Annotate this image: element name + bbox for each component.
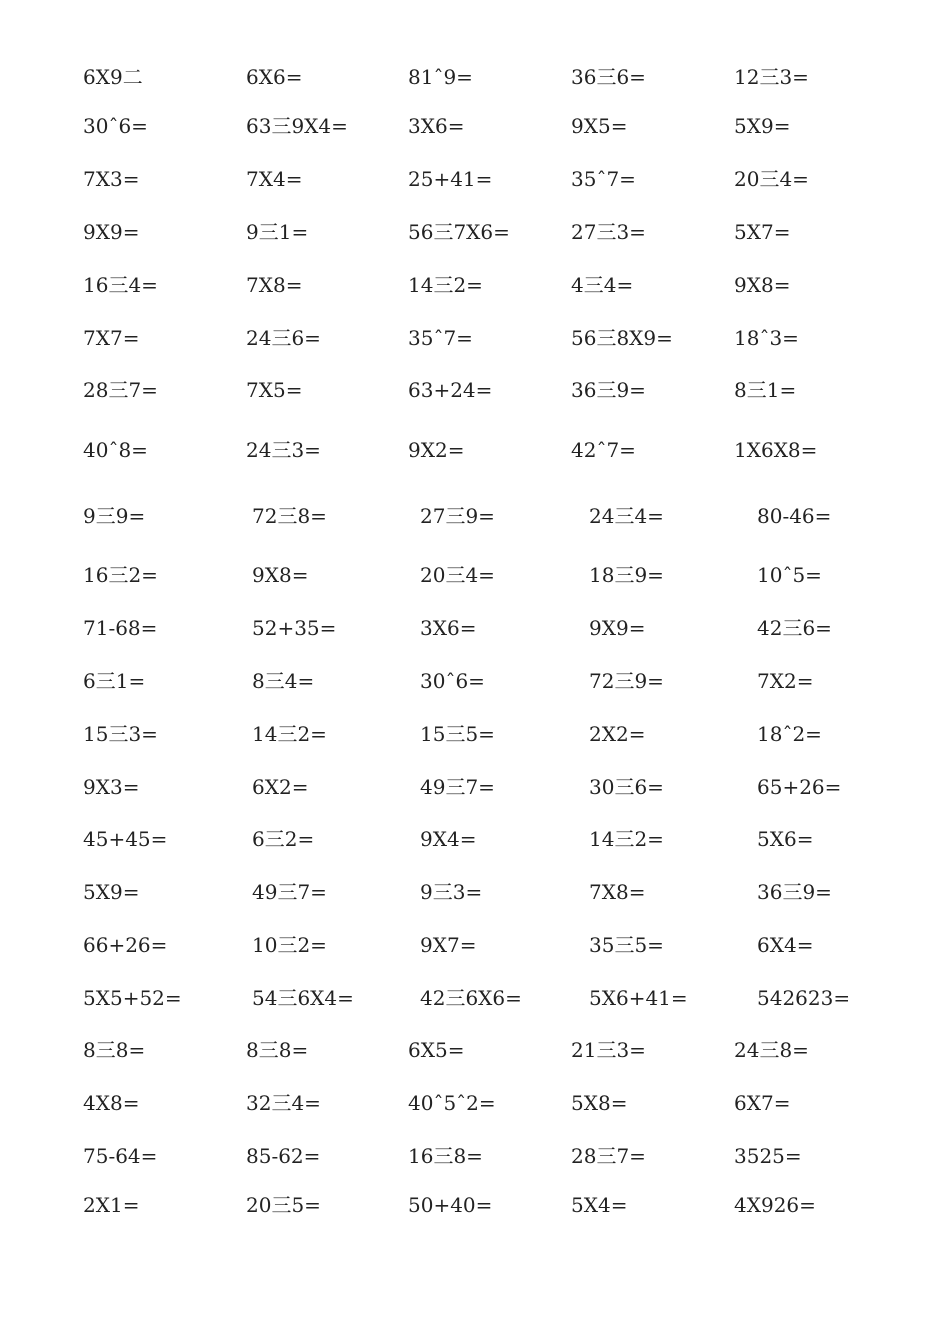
math-problem: 9三3= [420, 880, 483, 904]
math-problem: 25+41= [408, 167, 493, 191]
math-problem: 6X6= [246, 65, 303, 89]
math-problem: 16三8= [408, 1144, 483, 1168]
math-problem: 10ˆ5= [757, 563, 822, 587]
problem-row [0, 1190, 950, 1220]
problem-row [0, 164, 950, 194]
math-problem: 6X5= [408, 1038, 465, 1062]
math-problem: 50+40= [408, 1193, 493, 1217]
math-problem: 45+45= [83, 827, 168, 851]
math-problem: 36三9= [757, 880, 832, 904]
math-problem: 3525= [734, 1144, 802, 1168]
math-problem: 42三6= [757, 616, 832, 640]
math-problem: 30三6= [589, 775, 664, 799]
math-problem: 3X6= [420, 616, 477, 640]
math-problem: 20三4= [734, 167, 809, 191]
math-problem: 9X9= [589, 616, 646, 640]
problem-row [0, 62, 950, 92]
math-problem: 7X4= [246, 167, 303, 191]
math-problem: 7X3= [83, 167, 140, 191]
math-problem: 40ˆ8= [83, 438, 148, 462]
math-problem: 16三4= [83, 273, 158, 297]
math-problem: 14三2= [252, 722, 327, 746]
problem-row [0, 323, 950, 353]
math-problem: 52+35= [252, 616, 337, 640]
math-problem: 56三7X6= [408, 220, 510, 244]
math-problem: 72三9= [589, 669, 664, 693]
math-problem: 36三6= [571, 65, 646, 89]
math-problem: 75-64= [83, 1144, 158, 1168]
math-problem: 14三2= [589, 827, 664, 851]
math-problem: 4三4= [571, 273, 634, 297]
math-problem: 5X6= [757, 827, 814, 851]
math-problem: 8三8= [83, 1038, 146, 1062]
math-problem: 4X926= [734, 1193, 816, 1217]
math-problem: 9X5= [571, 114, 628, 138]
problem-row [0, 501, 950, 531]
math-problem: 6X9二 [83, 65, 143, 89]
math-problem: 7X2= [757, 669, 814, 693]
math-problem: 24三8= [734, 1038, 809, 1062]
math-problem: 18三9= [589, 563, 664, 587]
math-problem: 28三7= [83, 378, 158, 402]
problem-row [0, 270, 950, 300]
math-problem: 20三5= [246, 1193, 321, 1217]
math-problem: 5X9= [83, 880, 140, 904]
math-problem: 9X8= [252, 563, 309, 587]
math-problem: 6X2= [252, 775, 309, 799]
math-problem: 7X8= [589, 880, 646, 904]
math-problem: 28三7= [571, 1144, 646, 1168]
math-problem: 542623= [757, 986, 851, 1010]
math-problem: 7X7= [83, 326, 140, 350]
math-problem: 71-68= [83, 616, 158, 640]
math-problem: 9X8= [734, 273, 791, 297]
math-problem: 36三9= [571, 378, 646, 402]
problem-row [0, 375, 950, 405]
math-problem: 8三8= [246, 1038, 309, 1062]
math-problem: 27三9= [420, 504, 495, 528]
math-problem: 18ˆ2= [757, 722, 822, 746]
math-problem: 35三5= [589, 933, 664, 957]
math-problem: 56三8X9= [571, 326, 673, 350]
math-problem: 16三2= [83, 563, 158, 587]
math-problem: 6三2= [252, 827, 315, 851]
math-problem: 65+26= [757, 775, 842, 799]
math-problem: 81ˆ9= [408, 65, 473, 89]
math-problem: 5X8= [571, 1091, 628, 1115]
math-problem: 49三7= [420, 775, 495, 799]
math-problem: 32三4= [246, 1091, 321, 1115]
math-problem: 5X5+52= [83, 986, 182, 1010]
math-problem: 9X2= [408, 438, 465, 462]
problem-row [0, 930, 950, 960]
math-problem: 30ˆ6= [83, 114, 148, 138]
math-problem: 9X9= [83, 220, 140, 244]
math-problem: 5X6+41= [589, 986, 688, 1010]
problem-row [0, 1035, 950, 1065]
math-problem: 15三3= [83, 722, 158, 746]
math-problem: 24三4= [589, 504, 664, 528]
math-problem: 49三7= [252, 880, 327, 904]
problem-row [0, 1141, 950, 1171]
math-problem: 6X7= [734, 1091, 791, 1115]
math-problem: 35ˆ7= [571, 167, 636, 191]
math-problem: 40ˆ5ˆ2= [408, 1091, 496, 1115]
math-problem: 15三5= [420, 722, 495, 746]
math-problem: 1X6X8= [734, 438, 818, 462]
math-problem: 35ˆ7= [408, 326, 473, 350]
math-problem: 63三9X4= [246, 114, 348, 138]
math-problem: 9三1= [246, 220, 309, 244]
math-problem: 21三3= [571, 1038, 646, 1062]
math-problem: 27三3= [571, 220, 646, 244]
math-problem: 8三4= [252, 669, 315, 693]
problem-row [0, 613, 950, 643]
problem-row [0, 666, 950, 696]
math-problem: 9三9= [83, 504, 146, 528]
math-problem: 5X9= [734, 114, 791, 138]
math-problem: 5X7= [734, 220, 791, 244]
problem-row [0, 435, 950, 465]
math-problem: 9X7= [420, 933, 477, 957]
math-problem: 6X4= [757, 933, 814, 957]
math-problem: 2X1= [83, 1193, 140, 1217]
math-problem: 63+24= [408, 378, 493, 402]
math-problem: 14三2= [408, 273, 483, 297]
math-problem: 7X8= [246, 273, 303, 297]
math-problem: 10三2= [252, 933, 327, 957]
math-problem: 85-62= [246, 1144, 321, 1168]
problem-row [0, 217, 950, 247]
math-problem: 3X6= [408, 114, 465, 138]
math-problem: 7X5= [246, 378, 303, 402]
math-problem: 66+26= [83, 933, 168, 957]
problem-row [0, 877, 950, 907]
math-problem: 24三6= [246, 326, 321, 350]
problem-row [0, 1088, 950, 1118]
math-problem: 30ˆ6= [420, 669, 485, 693]
math-problem: 9X4= [420, 827, 477, 851]
math-problem: 42ˆ7= [571, 438, 636, 462]
math-problem: 2X2= [589, 722, 646, 746]
math-problem: 8三1= [734, 378, 797, 402]
math-problem: 54三6X4= [252, 986, 354, 1010]
math-problem: 24三3= [246, 438, 321, 462]
problem-row [0, 983, 950, 1013]
problem-row [0, 772, 950, 802]
math-problem: 4X8= [83, 1091, 140, 1115]
math-problem: 5X4= [571, 1193, 628, 1217]
problem-row [0, 719, 950, 749]
math-problem: 6三1= [83, 669, 146, 693]
math-problem: 18ˆ3= [734, 326, 799, 350]
problem-row [0, 824, 950, 854]
problem-row [0, 111, 950, 141]
math-problem: 72三8= [252, 504, 327, 528]
math-problem: 80-46= [757, 504, 832, 528]
math-problem: 20三4= [420, 563, 495, 587]
problem-row [0, 560, 950, 590]
math-problem: 9X3= [83, 775, 140, 799]
math-problem: 12三3= [734, 65, 809, 89]
math-problem: 42三6X6= [420, 986, 522, 1010]
